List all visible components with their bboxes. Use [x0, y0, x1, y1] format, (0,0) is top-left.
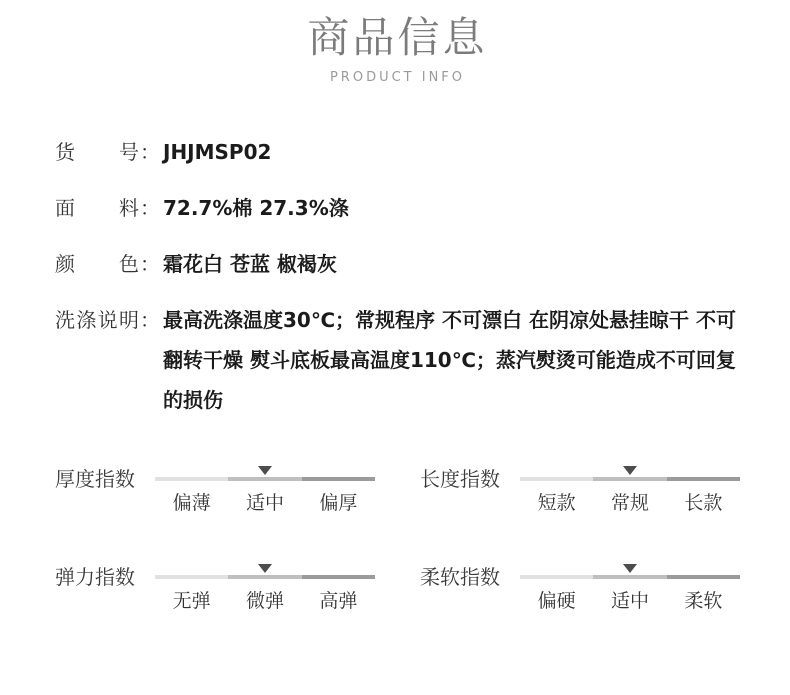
scale-option: 偏厚: [319, 492, 358, 514]
row-fabric: [55, 188, 740, 228]
row-label: 洗涤说明: [55, 308, 139, 332]
bar-segment-high: [667, 575, 740, 579]
scale-option: 微弹: [245, 590, 284, 612]
scale-option: 偏硬: [537, 590, 576, 612]
bar-segment-low: [520, 477, 593, 481]
scale-option: 适中: [610, 590, 649, 612]
scale-bar: [155, 477, 375, 481]
scale-option: 短款: [537, 492, 576, 514]
scale-bar: [520, 477, 740, 481]
page-title: 商品信息: [307, 13, 488, 62]
triangle-down-icon: [258, 564, 272, 573]
row-colon: ：: [140, 252, 160, 276]
scale-name: 长度指数: [420, 467, 500, 491]
page-subtitle: PRODUCT INFO: [329, 70, 466, 85]
row-washing-instructions: [55, 300, 740, 420]
color-value: 霜花白 苍蓝 椒褐灰: [163, 252, 337, 276]
bar-segment-high: [667, 477, 740, 481]
scale-option: 长款: [684, 492, 723, 514]
bar-segment-mid: [593, 477, 666, 481]
page-header: [55, 15, 740, 86]
row-color: [55, 244, 740, 284]
bar-segment-mid: [593, 575, 666, 579]
bar-segment-high: [302, 575, 375, 579]
row-colon: ：: [140, 196, 160, 220]
scale-option: 适中: [245, 492, 284, 514]
row-label: 颜色: [55, 252, 139, 276]
scale-option: 无弹: [172, 590, 211, 612]
scale-thickness: [55, 464, 375, 516]
index-scales: [55, 464, 740, 614]
row-colon: ：: [140, 140, 160, 164]
scale-bar: [520, 575, 740, 579]
washing-instructions-value: 最高洗涤温度30℃；常规程序 不可漂白 在阴凉处悬挂晾干 不可翻转干燥 熨斗底板最高温度110℃；蒸汽熨烫可能造成不可回复的损伤: [163, 308, 736, 412]
bar-segment-low: [155, 575, 228, 579]
item-number-value: JHJMSP02: [163, 140, 272, 164]
product-attributes: [55, 132, 740, 420]
row-colon: ：: [140, 308, 160, 332]
bar-segment-mid: [228, 477, 301, 481]
scale-name: 柔软指数: [420, 565, 500, 589]
scale-option: 高弹: [319, 590, 358, 612]
scale-option: 柔软: [684, 590, 723, 612]
triangle-down-icon: [258, 466, 272, 475]
row-label: 面料: [55, 196, 139, 220]
triangle-down-icon: [623, 564, 637, 573]
bar-segment-high: [302, 477, 375, 481]
scale-softness: [420, 562, 740, 614]
scale-length: [420, 464, 740, 516]
bar-segment-mid: [228, 575, 301, 579]
bar-segment-low: [520, 575, 593, 579]
scale-elasticity: [55, 562, 375, 614]
scale-option: 常规: [610, 492, 649, 514]
scale-name: 弹力指数: [55, 565, 135, 589]
row-item-number: [55, 132, 740, 172]
scale-option: 偏薄: [172, 492, 211, 514]
row-label: 货号: [55, 140, 139, 164]
bar-segment-low: [155, 477, 228, 481]
scale-name: 厚度指数: [55, 467, 135, 491]
scale-bar: [155, 575, 375, 579]
fabric-value: 72.7%棉 27.3%涤: [163, 196, 349, 220]
triangle-down-icon: [623, 466, 637, 475]
